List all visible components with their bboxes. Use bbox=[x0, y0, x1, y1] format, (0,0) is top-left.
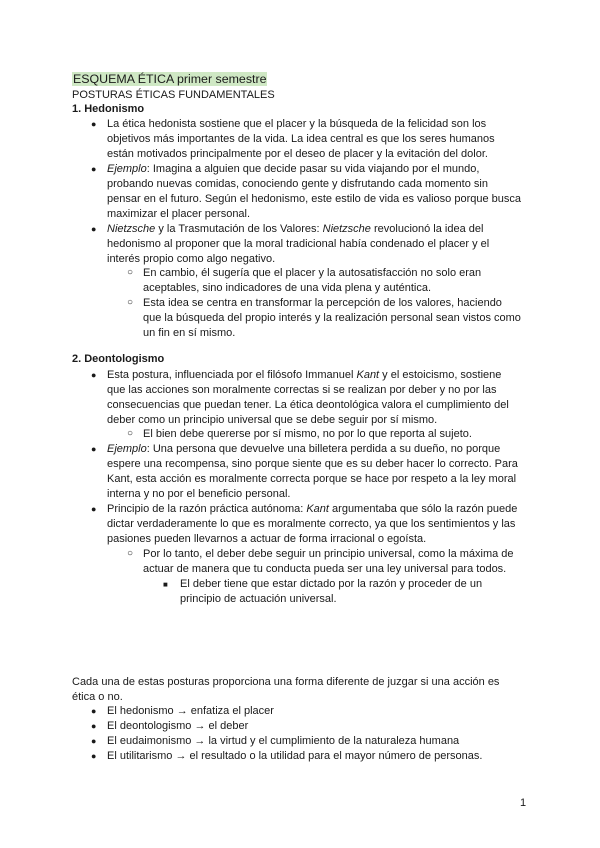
paragraph-line: Esta idea se centra en transformar la percepción de los valores, haciendo bbox=[143, 297, 502, 309]
paragraph-line bbox=[107, 162, 479, 176]
section-heading-hedonismo: 1. Hedonismo bbox=[72, 103, 145, 115]
paragraph-line: espere una recompensa, sino porque siente que es su deber hacer lo correcto. Para bbox=[107, 458, 518, 470]
paragraph-line: actuar de manera que tu conducta pueda ser una ley universal para todos. bbox=[143, 563, 507, 575]
emphasis-text: Ejemplo bbox=[107, 443, 147, 455]
document-subtitle: POSTURAS ÉTICAS FUNDAMENTALES bbox=[72, 89, 275, 101]
paragraph-line: El deber tiene que estar dictado por la razón y proceder de un bbox=[180, 578, 483, 590]
bullet-dot: ● bbox=[91, 370, 97, 380]
emphasis-text: Nietzsche bbox=[107, 223, 156, 235]
paragraph-line: principio de actuación universal. bbox=[180, 593, 337, 605]
inline-text: : Imagina a alguien que decide pasar su vida viajando por el mundo, bbox=[146, 163, 480, 175]
emphasis-text: Ejemplo bbox=[107, 163, 147, 175]
paragraph-line: dictar verdaderamente lo que es moralmente correcto, ya que los sentimientos y las bbox=[107, 518, 516, 530]
paragraph-line: interés propio como algo negativo. bbox=[107, 253, 276, 265]
emphasis-text: Kant bbox=[356, 369, 380, 381]
paragraph-line: que la búsqueda del propio interés y la realización personal sean vistos como bbox=[143, 312, 521, 324]
emphasis-text: Kant bbox=[306, 503, 329, 515]
bullet-square: ■ bbox=[163, 580, 168, 589]
bullet-dot: ● bbox=[91, 224, 97, 234]
bullet-circle: ○ bbox=[127, 267, 134, 278]
page-number: 1 bbox=[520, 797, 527, 809]
summary-item: El deontologismo → el deber bbox=[107, 720, 249, 732]
emphasis-text: Nietzsche bbox=[322, 223, 371, 235]
summary-item: El hedonismo → enfatiza el placer bbox=[107, 705, 274, 717]
inline-text: y el estoicismo, sostiene bbox=[379, 369, 502, 381]
paragraph-line: interna y no por el beneficio personal. bbox=[107, 488, 291, 500]
bullet-circle: ○ bbox=[127, 548, 134, 559]
paragraph-line: pasiones pueden llevarnos a actuar de forma irracional o egoísta. bbox=[107, 533, 427, 545]
bullet-dot: ● bbox=[91, 164, 97, 174]
inline-text: Esta postura, influenciada por el filósofo Immanuel bbox=[107, 369, 357, 381]
paragraph-line: La ética hedonista sostiene que el placer y la búsqueda de la felicidad son los bbox=[107, 118, 487, 130]
bullet-dot: ● bbox=[91, 444, 97, 454]
bullet-circle: ○ bbox=[127, 428, 134, 439]
bullet-circle: ○ bbox=[127, 297, 134, 308]
summary-item: El eudaimonismo → la virtud y el cumplimiento de la naturaleza humana bbox=[107, 735, 460, 747]
bullet-dot: ● bbox=[91, 119, 97, 129]
paragraph-line bbox=[107, 442, 500, 456]
paragraph-line: objetivos más importantes de la vida. La idea central es que los seres humanos bbox=[107, 133, 495, 145]
bullet-dot: ● bbox=[91, 504, 97, 514]
paragraph-line: que las acciones son moralmente correctas si se realizan por deber y no por las bbox=[107, 384, 497, 396]
inline-text: argumentaba que sólo la razón puede bbox=[328, 503, 518, 515]
paragraph-line: El bien debe quererse por sí mismo, no por lo que reporta al sujeto. bbox=[143, 428, 472, 440]
paragraph-line: Por lo tanto, el deber debe seguir un principio universal, como la máxima de bbox=[143, 548, 514, 560]
paragraph-line bbox=[107, 222, 483, 236]
paragraph-line: hedonismo al proponer que la moral tradicional había condenado el placer y el bbox=[107, 238, 490, 250]
bullet-dot: ● bbox=[91, 706, 97, 716]
paragraph-line: un fin en sí mismo. bbox=[143, 327, 236, 339]
bullet-dot: ● bbox=[91, 721, 97, 731]
paragraph-line: aceptables, sino indicadores de una vida plena y auténtica. bbox=[143, 282, 432, 294]
inline-text: : Una persona que devuelve una billetera perdida a su dueño, no porque bbox=[146, 443, 501, 455]
paragraph-line: deber como un principio universal que se debe seguir por sí mismo. bbox=[107, 414, 438, 426]
document-title bbox=[72, 72, 267, 87]
paragraph-line: En cambio, él sugería que el placer y la autosatisfacción no solo eran bbox=[143, 267, 482, 279]
summary-intro-line: Cada una de estas posturas proporciona una forma diferente de juzgar si una acción es bbox=[72, 676, 500, 688]
paragraph-line: maximizar el placer personal. bbox=[107, 208, 251, 220]
bullet-dot: ● bbox=[91, 736, 97, 746]
paragraph-line: pensar en el futuro. Según el hedonismo, este estilo de vida es valioso porque busca bbox=[107, 193, 521, 205]
inline-text: y la Trasmutación de los Valores: bbox=[155, 223, 323, 235]
summary-item: El utilitarismo → el resultado o la utilidad para el mayor número de personas. bbox=[107, 750, 483, 762]
paragraph-line: consecuencias que puedan tener. La ética deontológica valora el cumplimiento del bbox=[107, 399, 509, 411]
inline-text: Principio de la razón práctica autónoma: bbox=[107, 503, 307, 515]
title-highlight: ESQUEMA ÉTICA primer semestre bbox=[73, 72, 267, 86]
paragraph-line: probando nuevas comidas, conociendo gente y disfrutando cada momento sin bbox=[107, 178, 488, 190]
paragraph-line bbox=[107, 502, 517, 516]
paragraph-line: están motivados principalmente por el deseo de placer y la evitación del dolor. bbox=[107, 148, 488, 160]
summary-intro-line: ética o no. bbox=[72, 691, 123, 703]
inline-text: revolucionó la idea del bbox=[370, 223, 484, 235]
paragraph-line bbox=[107, 368, 501, 382]
section-heading-deontologismo: 2. Deontologismo bbox=[72, 353, 165, 365]
bullet-dot: ● bbox=[91, 751, 97, 761]
paragraph-line: Kant, esta acción es moralmente correcta porque se hace por respeto a la ley moral bbox=[107, 473, 517, 485]
